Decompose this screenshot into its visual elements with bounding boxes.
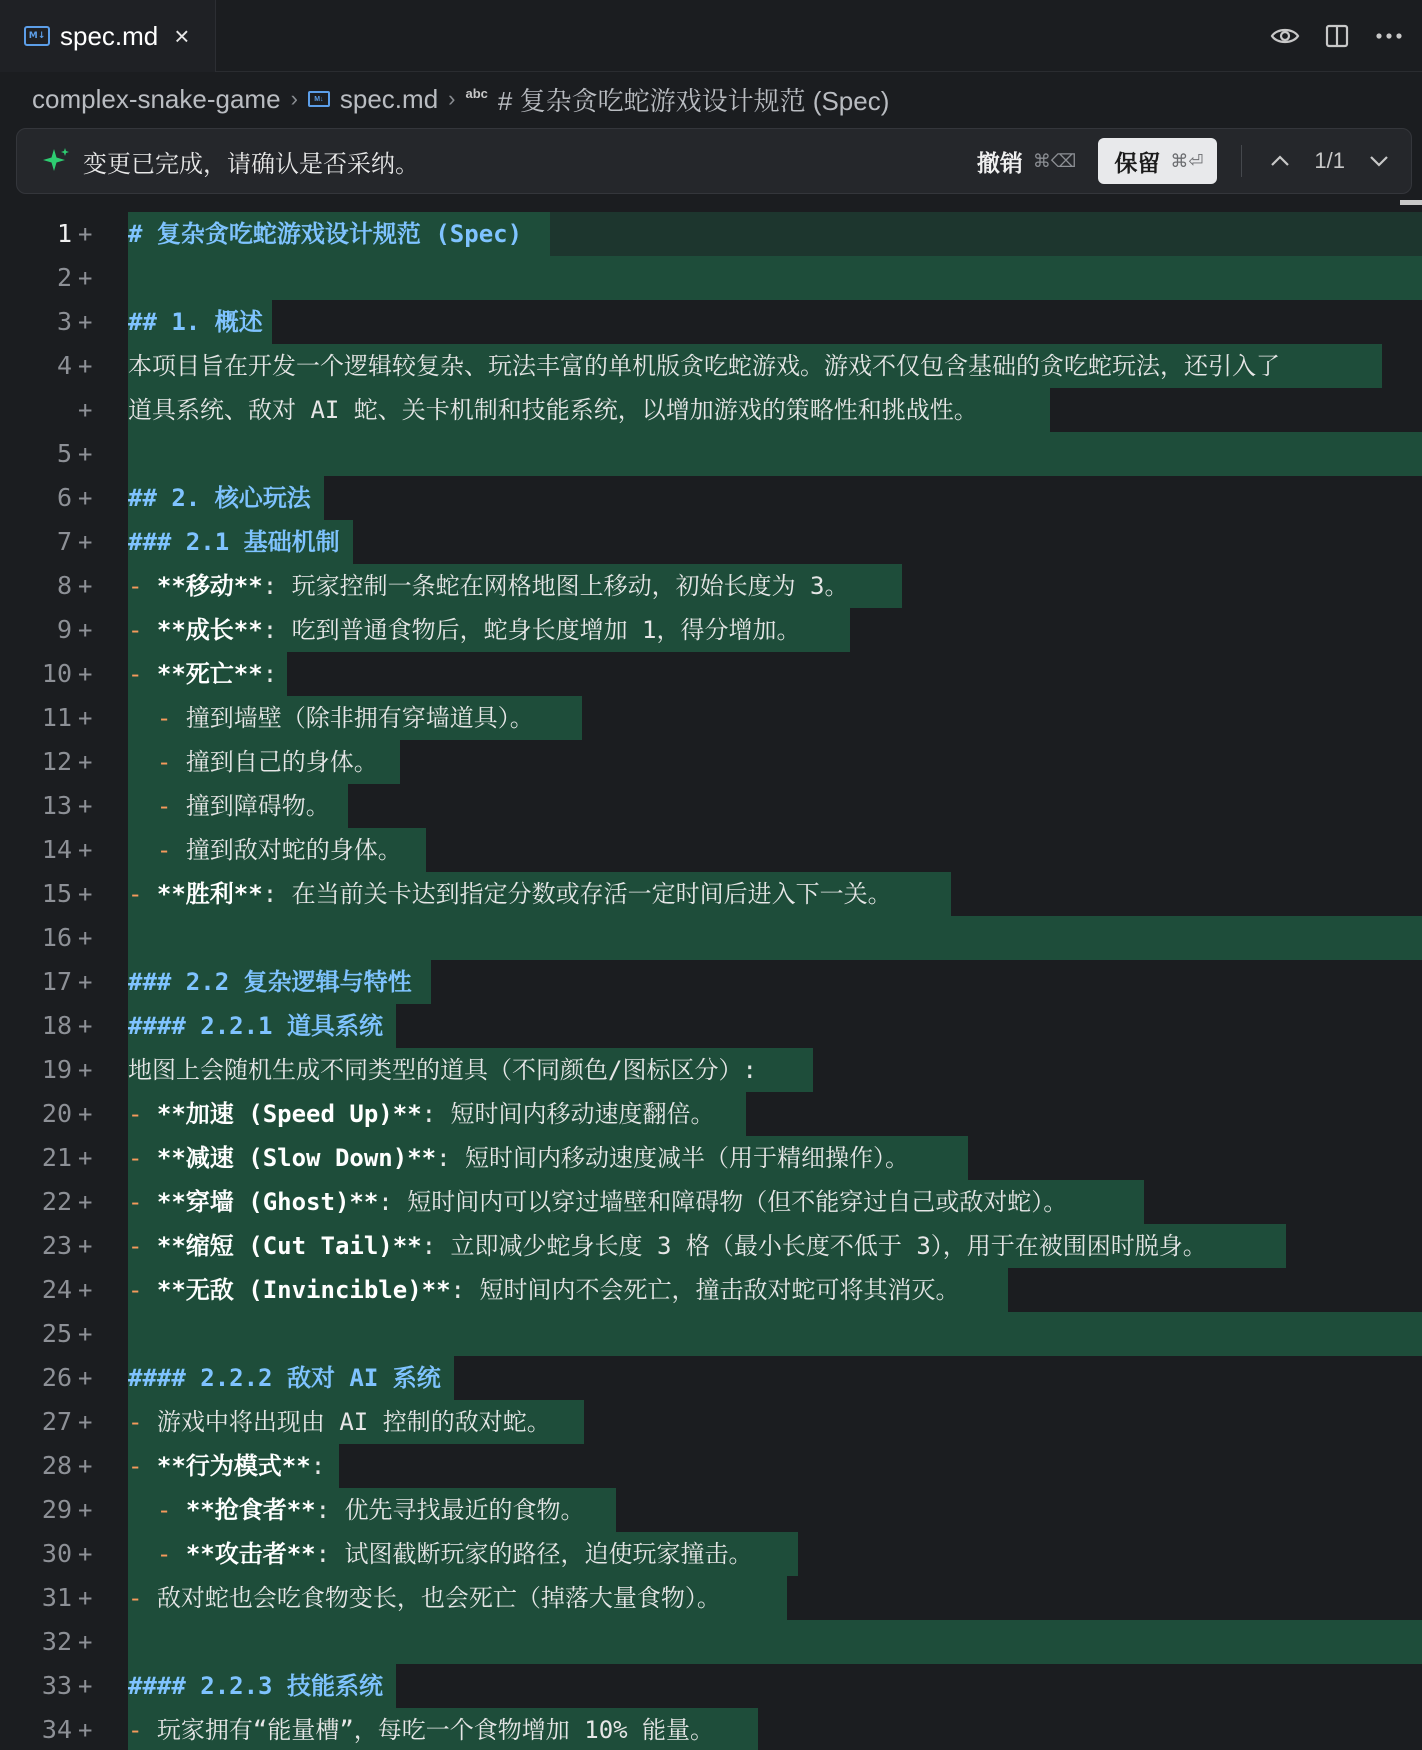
line-text [128, 872, 892, 916]
list-text: 游戏中将出现由 AI 控制的敌对蛇。 [156, 1408, 551, 1436]
list-text: 撞到墙壁（除非拥有穿墙道具）。 [185, 704, 534, 732]
editor-line[interactable] [0, 1576, 1422, 1620]
line-number: 32 [41, 1627, 72, 1656]
added-line-marker: + [78, 440, 93, 468]
added-line-marker: + [78, 1188, 93, 1216]
added-line-marker: + [78, 748, 93, 776]
editor-line[interactable] [0, 388, 1422, 432]
added-line-marker: + [78, 308, 93, 336]
added-line-marker: + [78, 220, 93, 248]
line-number: 1 [56, 219, 72, 248]
list-bullet: - [128, 1144, 143, 1172]
added-line-marker: + [78, 1100, 93, 1128]
line-number: 28 [41, 1451, 72, 1480]
sparkle-icon [41, 146, 71, 176]
editor-line[interactable] [0, 960, 1422, 1004]
markdown-heading: ## 1. 概述 [128, 308, 263, 336]
added-line-marker: + [78, 1232, 93, 1260]
bold-text: **无敌 (Invincible)** [156, 1276, 451, 1304]
editor-line[interactable] [0, 344, 1422, 388]
line-number: 9 [56, 615, 72, 644]
editor-line[interactable] [0, 1488, 1422, 1532]
line-number: 22 [41, 1187, 72, 1216]
line-text [128, 608, 801, 652]
added-line-marker: + [78, 1496, 93, 1524]
editor-line[interactable] [0, 212, 1422, 256]
line-number: 17 [41, 967, 72, 996]
added-line-marker: + [78, 1716, 93, 1744]
keep-shortcut: ⌘⏎ [1170, 150, 1204, 171]
change-counter: 1/1 [1314, 148, 1345, 173]
line-number: 6 [56, 483, 72, 512]
line-number: 29 [41, 1495, 72, 1524]
list-bullet: - [128, 1408, 143, 1436]
list-text: 撞到自己的身体。 [185, 748, 378, 776]
line-text [128, 1356, 441, 1400]
undo-shortcut: ⌘⌫ [1032, 150, 1077, 171]
line-number: 31 [41, 1583, 72, 1612]
line-text [128, 520, 340, 564]
list-bullet: - [128, 1100, 143, 1128]
editor-line[interactable] [0, 1136, 1422, 1180]
added-line-marker: + [78, 1012, 93, 1040]
markdown-file-icon: M↓ [308, 91, 330, 107]
bold-text: **胜利** [156, 880, 263, 908]
list-text: : 试图截断玩家的路径，迫使玩家撞击。 [315, 1540, 753, 1568]
editor-line[interactable] [0, 1312, 1422, 1356]
line-text [128, 1532, 753, 1576]
line-number: 23 [41, 1231, 72, 1260]
line-number: 2 [56, 263, 72, 292]
added-line-marker: + [78, 1320, 93, 1348]
list-text: 玩家拥有“能量槽”，每吃一个食物增加 10% 能量。 [156, 1716, 715, 1744]
list-bullet: - [128, 660, 143, 688]
line-text [128, 1400, 551, 1444]
added-line-marker: + [78, 1452, 93, 1480]
breadcrumb [32, 76, 889, 122]
added-line-marker: + [78, 616, 93, 644]
list-text: : 玩家控制一条蛇在网格地图上移动，初始长度为 3。 [262, 572, 849, 600]
line-text: 地图上会随机生成不同类型的道具（不同颜色/图标区分）: [128, 1056, 757, 1084]
list-bullet: - [156, 748, 172, 776]
preview-eye-icon[interactable] [1270, 21, 1300, 51]
list-text: 撞到障碍物。 [185, 792, 330, 820]
list-text: : 短时间内不会死亡，撞击敌对蛇可将其消灭。 [450, 1276, 960, 1304]
undo-button[interactable] [977, 145, 1076, 178]
line-text: 道具系统、敌对 AI 蛇、关卡机制和技能系统，以增加游戏的策略性和挑战性。 [128, 396, 978, 424]
added-line-marker: + [78, 1584, 93, 1612]
editor-line[interactable] [0, 1180, 1422, 1224]
line-number: 26 [41, 1363, 72, 1392]
editor-line[interactable] [0, 652, 1422, 696]
line-text [128, 1180, 1067, 1224]
editor-line[interactable] [0, 432, 1422, 476]
bold-text: **成长** [156, 616, 263, 644]
line-text [128, 740, 378, 784]
editor-line[interactable] [0, 872, 1422, 916]
line-text: 本项目旨在开发一个逻辑较复杂、玩法丰富的单机版贪吃蛇游戏。游戏不仅包含基础的贪吃蛇玩法，还引入了 [128, 352, 1280, 380]
added-line-marker: + [78, 352, 93, 380]
list-bullet: - [128, 1452, 143, 1480]
added-line-marker: + [78, 1276, 93, 1304]
bold-text: **穿墙 (Ghost)** [156, 1188, 379, 1216]
line-number: 11 [41, 703, 72, 732]
line-text [128, 1576, 721, 1620]
line-number: 8 [56, 571, 72, 600]
symbol-string-icon: abc [465, 85, 488, 101]
bold-text: **死亡** [156, 660, 263, 688]
editor-line[interactable] [0, 1620, 1422, 1664]
markdown-heading: ### 2.1 基础机制 [128, 528, 340, 556]
list-bullet: - [128, 1188, 143, 1216]
added-line-marker: + [78, 1408, 93, 1436]
line-number: 15 [41, 879, 72, 908]
breadcrumb-file[interactable]: spec.md [339, 83, 439, 114]
bold-text: **攻击者** [185, 1540, 316, 1568]
editor-line[interactable] [0, 1664, 1422, 1708]
list-text: : [310, 1452, 326, 1480]
editor-line[interactable] [0, 696, 1422, 740]
chevron-down-icon[interactable] [1365, 147, 1393, 175]
line-text [128, 652, 277, 696]
line-number: 27 [41, 1407, 72, 1436]
added-line-marker: + [78, 792, 93, 820]
scrollbar-marker[interactable] [1400, 200, 1422, 205]
editor-actions [1270, 0, 1422, 72]
line-number: 4 [56, 351, 72, 380]
bold-text: **移动** [156, 572, 263, 600]
notification-message: 变更已完成，请确认是否采纳。 [83, 150, 419, 178]
added-line-marker: + [78, 572, 93, 600]
undo-label: 撤销 [976, 149, 1023, 176]
editor-line[interactable] [0, 1708, 1422, 1750]
bold-text: **缩短 (Cut Tail)** [156, 1232, 422, 1260]
list-bullet: - [128, 880, 143, 908]
line-number: 14 [41, 835, 72, 864]
line-number: 19 [41, 1055, 72, 1084]
added-line-marker: + [78, 1364, 93, 1392]
list-text: : [262, 660, 278, 688]
line-number: 30 [41, 1539, 72, 1568]
list-bullet: - [128, 1276, 143, 1304]
markdown-file-icon: M↓ [24, 26, 50, 46]
bold-text: **抢食者** [185, 1496, 316, 1524]
line-number: 16 [41, 923, 72, 952]
list-text: : 短时间内移动速度翻倍。 [421, 1100, 715, 1128]
list-bullet: - [156, 792, 172, 820]
chevron-right-icon: › [290, 86, 298, 111]
line-number: 25 [41, 1319, 72, 1348]
line-text [128, 960, 412, 1004]
bold-text: **减速 (Slow Down)** [156, 1144, 437, 1172]
editor-line[interactable] [0, 916, 1422, 960]
tab-bar [0, 0, 1422, 72]
line-number: 18 [41, 1011, 72, 1040]
line-text [128, 1444, 325, 1488]
list-bullet: - [156, 704, 172, 732]
editor-line[interactable] [0, 1444, 1422, 1488]
chevron-right-icon: › [448, 86, 456, 111]
added-line-marker: + [78, 484, 93, 512]
added-line-marker: + [78, 880, 93, 908]
markdown-heading: ## 2. 核心玩法 [128, 484, 311, 512]
editor-line[interactable] [0, 520, 1422, 564]
editor-line[interactable] [0, 1268, 1422, 1312]
line-number: 34 [41, 1715, 72, 1744]
line-text [128, 1708, 714, 1750]
breadcrumb-project[interactable]: complex-snake-game [32, 83, 281, 114]
editor-line[interactable] [0, 564, 1422, 608]
list-text: : 吃到普通食物后，蛇身长度增加 1，得分增加。 [262, 616, 801, 644]
list-bullet: - [128, 616, 143, 644]
line-text [128, 1268, 959, 1312]
added-line-marker: + [78, 968, 93, 996]
markdown-heading: ### 2.2 复杂逻辑与特性 [128, 968, 412, 996]
line-text [128, 784, 330, 828]
editor-line[interactable] [0, 608, 1422, 652]
added-line-marker: + [78, 660, 93, 688]
list-text: : 短时间内移动速度减半（用于精细操作）。 [436, 1144, 909, 1172]
change-review-bar [16, 128, 1412, 194]
added-line-marker: + [78, 924, 93, 952]
tab-label: spec.md [60, 20, 159, 51]
editor-line[interactable] [0, 784, 1422, 828]
markdown-heading: #### 2.2.2 敌对 AI 系统 [128, 1364, 441, 1392]
list-bullet: - [128, 1232, 143, 1260]
editor-line[interactable] [0, 476, 1422, 520]
line-number: 5 [56, 439, 72, 468]
line-number: 7 [56, 527, 72, 556]
line-number: 12 [41, 747, 72, 776]
list-bullet: - [128, 1584, 143, 1612]
line-number: 10 [41, 659, 72, 688]
bold-text: **加速 (Speed Up)** [156, 1100, 422, 1128]
list-bullet: - [128, 572, 143, 600]
added-line-marker: + [78, 528, 93, 556]
added-line-marker: + [78, 704, 93, 732]
added-text-highlight [128, 432, 1422, 476]
line-text [128, 1664, 383, 1708]
line-text [128, 828, 402, 872]
line-text [128, 1092, 715, 1136]
added-text-highlight [128, 256, 1422, 300]
line-text [128, 1488, 585, 1532]
line-text [128, 1004, 383, 1048]
keep-button[interactable] [1098, 138, 1217, 184]
list-bullet: - [128, 1716, 143, 1744]
breadcrumb-symbol[interactable]: # 复杂贪吃蛇游戏设计规范 (Spec) [497, 85, 890, 116]
line-number: 20 [41, 1099, 72, 1128]
line-number: 33 [41, 1671, 72, 1700]
line-number: 13 [41, 791, 72, 820]
added-text-highlight [128, 1312, 1422, 1356]
line-number: 24 [41, 1275, 72, 1304]
line-text [128, 212, 522, 256]
line-text [128, 300, 263, 344]
added-line-marker: + [78, 1628, 93, 1656]
added-line-marker: + [78, 264, 93, 292]
editor-line[interactable] [0, 1004, 1422, 1048]
list-bullet: - [156, 836, 172, 864]
markdown-heading: #### 2.2.3 技能系统 [128, 1672, 383, 1700]
list-text: : 在当前关卡达到指定分数或存活一定时间后进入下一关。 [262, 880, 892, 908]
added-line-marker: + [78, 1056, 93, 1084]
more-actions-icon[interactable] [1374, 21, 1404, 51]
editor-line[interactable] [0, 1400, 1422, 1444]
added-text-highlight [128, 916, 1422, 960]
close-icon[interactable]: × [174, 20, 190, 51]
editor-line[interactable] [0, 740, 1422, 784]
editor-line[interactable] [0, 1224, 1422, 1268]
added-text-highlight [128, 1620, 1422, 1664]
divider [1241, 145, 1242, 177]
editor-line[interactable] [0, 1532, 1422, 1576]
tab-spec-md[interactable] [0, 0, 216, 72]
markdown-heading: # 复杂贪吃蛇游戏设计规范 (Spec) [128, 220, 523, 248]
added-line-marker: + [78, 836, 93, 864]
list-text: : 短时间内可以穿过墙壁和障碍物（但不能穿过自己或敌对蛇）。 [378, 1188, 1068, 1216]
editor-line[interactable] [0, 1356, 1422, 1400]
split-editor-icon[interactable] [1322, 21, 1352, 51]
line-number: 3 [56, 307, 72, 336]
list-text: : 优先寻找最近的食物。 [315, 1496, 585, 1524]
list-text: 敌对蛇也会吃食物变长，也会死亡（掉落大量食物）。 [156, 1584, 721, 1612]
added-line-marker: + [78, 1672, 93, 1700]
keep-label: 保留 [1114, 149, 1161, 176]
code-editor[interactable] [0, 200, 1422, 1750]
list-text: 撞到敌对蛇的身体。 [185, 836, 402, 864]
line-text [128, 696, 534, 740]
line-text [128, 1224, 1207, 1268]
editor-line[interactable] [0, 1092, 1422, 1136]
line-number: 21 [41, 1143, 72, 1172]
line-text [128, 476, 311, 520]
added-line-marker: + [78, 1540, 93, 1568]
list-text: : 立即减少蛇身长度 3 格（最小长度不低于 3），用于在被围困时脱身。 [421, 1232, 1207, 1260]
chevron-up-icon[interactable] [1266, 147, 1294, 175]
line-text [128, 564, 849, 608]
editor-line[interactable] [0, 828, 1422, 872]
editor-line[interactable] [0, 256, 1422, 300]
added-line-marker: + [78, 396, 93, 424]
line-text [128, 1136, 909, 1180]
list-bullet: - [156, 1496, 172, 1524]
editor-line[interactable] [0, 1048, 1422, 1092]
bold-text: **行为模式** [156, 1452, 311, 1480]
editor-line[interactable] [0, 300, 1422, 344]
list-bullet: - [156, 1540, 172, 1568]
added-line-marker: + [78, 1144, 93, 1172]
markdown-heading: #### 2.2.1 道具系统 [128, 1012, 383, 1040]
